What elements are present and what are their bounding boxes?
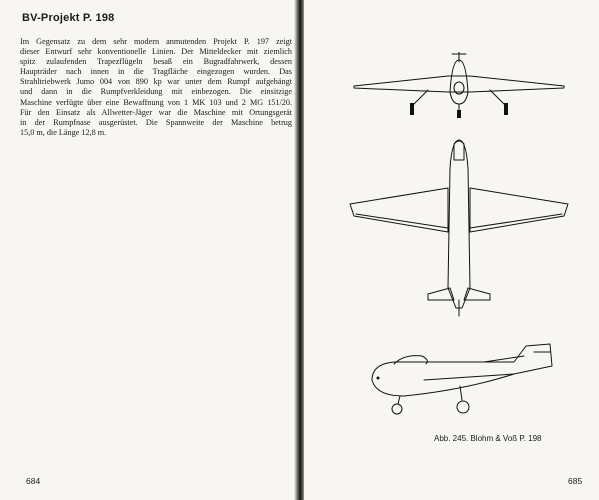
body-paragraph <box>20 37 292 138</box>
paragraph-line: Im Gegensatz zu dem sehr modern anmutenden Projekt P. 197 zeigt <box>20 37 292 46</box>
front-view-drawing <box>344 52 574 124</box>
figure-caption: Abb. 245. Blohm & Voß P. 198 <box>434 434 542 443</box>
paragraph-line: und dann in die Rumpfverkleidung mit einbezogen. Die einsitzige <box>20 87 292 97</box>
paragraph-line: Haupträder nach innen in die Tragfläche eingezogen wurden. Das <box>20 67 292 77</box>
paragraph-line: Strahltriebwerk Jumo 004 von 890 kp war unter dem Rumpf aufgehängt <box>20 77 292 87</box>
page-heading: BV-Projekt P. 198 <box>22 12 115 24</box>
paragraph-line: spitz zulaufenden Trapezflügeln besaß ein Bugradfahrwerk, dessen <box>20 57 292 67</box>
left-page <box>0 0 299 500</box>
paragraph-line: 15,0 m, die Länge 12,8 m. <box>20 127 107 137</box>
paragraph-line: Maschine verfügte über eine Bewaffnung von 1 MK 103 und 2 MG 151/20. <box>20 97 292 107</box>
page-number-left: 684 <box>26 476 41 486</box>
paragraph-line: Für den Einsatz als Allwetter-Jäger war die Maschine mit Ortungsgerät <box>20 107 292 117</box>
top-view-drawing <box>344 138 574 328</box>
page-number-right: 685 <box>568 476 583 486</box>
paragraph-line: dieser Entwurf sehr konventionelle Linien. Der Mitteldecker mit ziemlich <box>20 47 292 57</box>
paragraph-line: in der Rumpfnase ausgerüstet. Die Spannweite der Maschine betrug <box>20 117 292 127</box>
right-page <box>304 0 599 500</box>
side-view-drawing <box>364 340 564 420</box>
